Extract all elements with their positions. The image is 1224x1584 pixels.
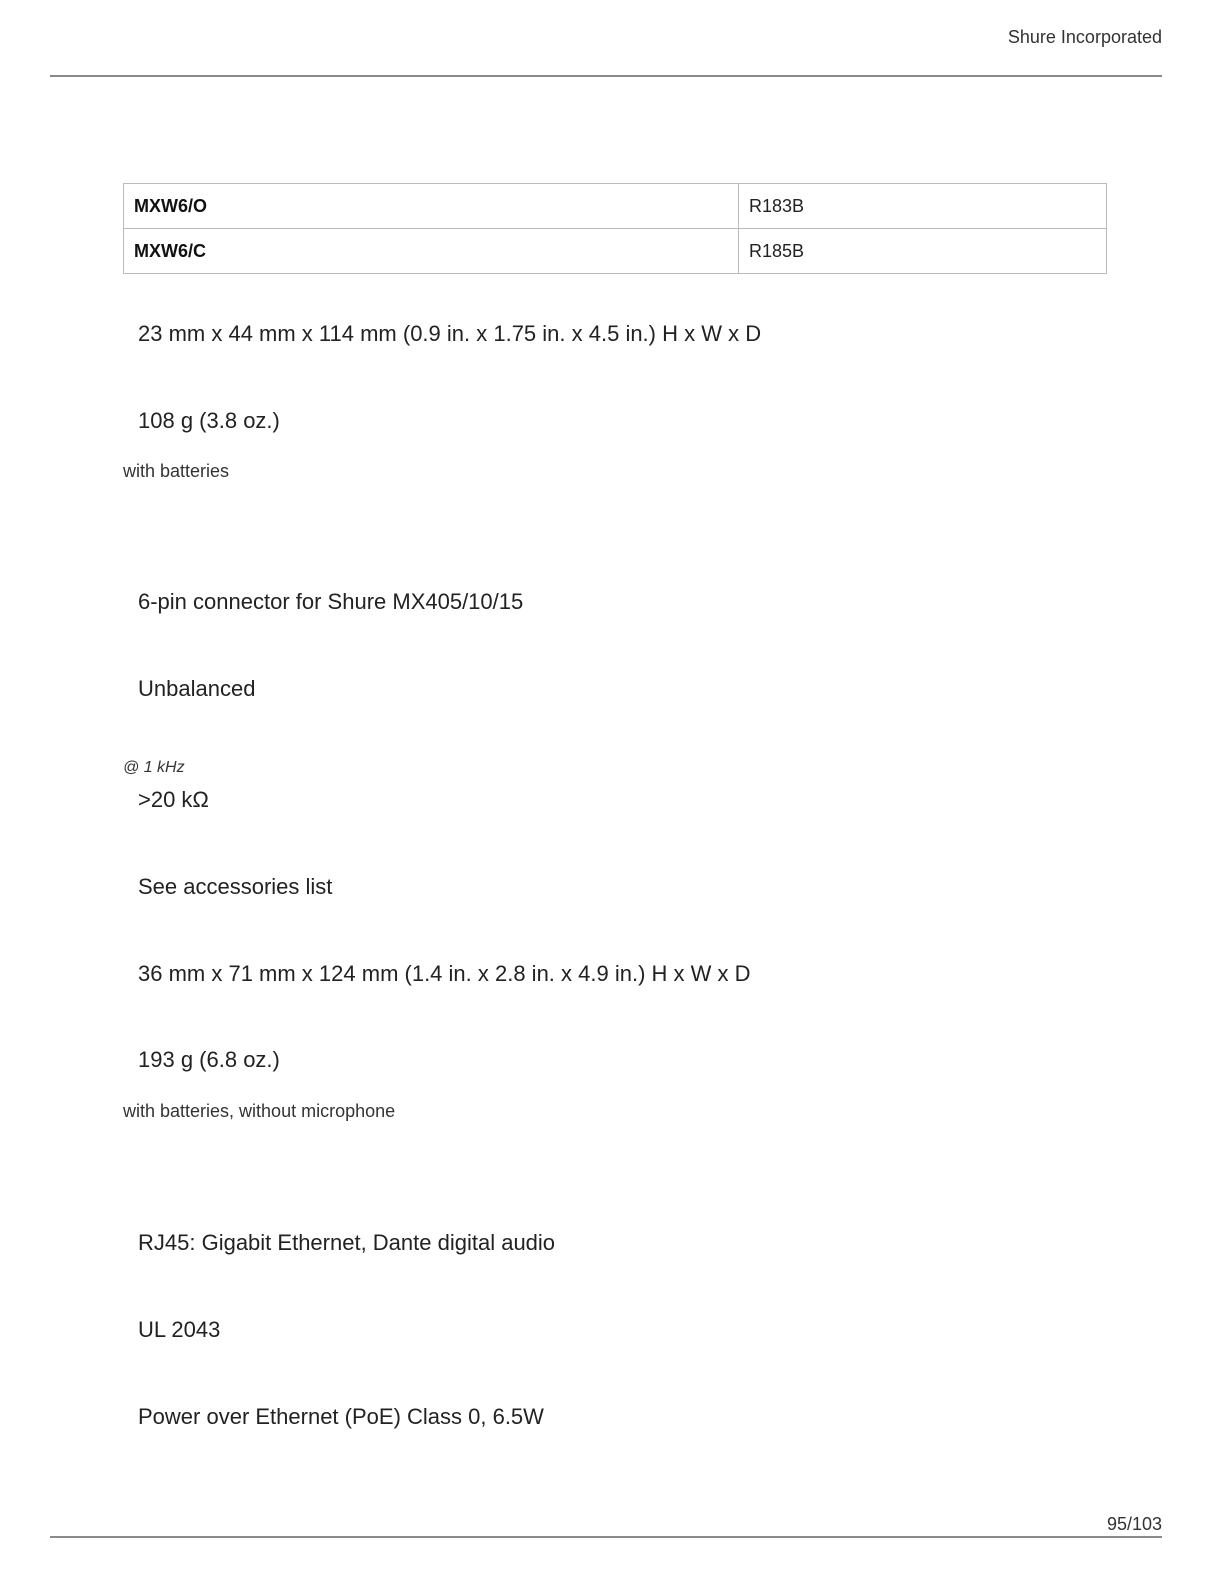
spec-impedance: >20 kΩ bbox=[138, 787, 209, 812]
footer-divider bbox=[50, 1536, 1162, 1538]
page-number: 95/103 bbox=[1106, 1514, 1162, 1534]
spec-weight-bodypack-note: with batteries, without microphone bbox=[123, 1101, 396, 1121]
spec-plenum-rating: UL 2043 bbox=[138, 1317, 221, 1342]
table-row bbox=[124, 184, 1107, 229]
spec-network: RJ45: Gigabit Ethernet, Dante digital audio bbox=[138, 1230, 556, 1255]
table-cell-code: R185B bbox=[739, 229, 1107, 274]
header-company-name: Shure Incorporated bbox=[1007, 27, 1162, 47]
header-divider bbox=[50, 75, 1162, 77]
spec-dimensions-bodypack: 36 mm x 71 mm x 124 mm (1.4 in. x 2.8 in. x 4.9 in.) H x W x D bbox=[138, 961, 751, 986]
spec-accessories: See accessories list bbox=[138, 874, 333, 899]
spec-weight-transmitter-note: with batteries bbox=[123, 461, 230, 481]
table-cell-model: MXW6/O bbox=[124, 184, 739, 229]
spec-weight-transmitter: 108 g (3.8 oz.) bbox=[138, 408, 280, 433]
spec-power: Power over Ethernet (PoE) Class 0, 6.5W bbox=[138, 1404, 544, 1429]
model-reference-table bbox=[123, 183, 1107, 274]
spec-dimensions-transmitter: 23 mm x 44 mm x 114 mm (0.9 in. x 1.75 in. x 4.5 in.) H x W x D bbox=[138, 321, 762, 346]
spec-weight-bodypack: 193 g (6.8 oz.) bbox=[138, 1047, 280, 1072]
spec-connector: 6-pin connector for Shure MX405/10/15 bbox=[138, 589, 524, 614]
table-row bbox=[124, 229, 1107, 274]
table-cell-model: MXW6/C bbox=[124, 229, 739, 274]
spec-configuration: Unbalanced bbox=[138, 676, 256, 701]
spec-impedance-note: @ 1 kHz bbox=[123, 759, 185, 776]
table-cell-code: R183B bbox=[739, 184, 1107, 229]
